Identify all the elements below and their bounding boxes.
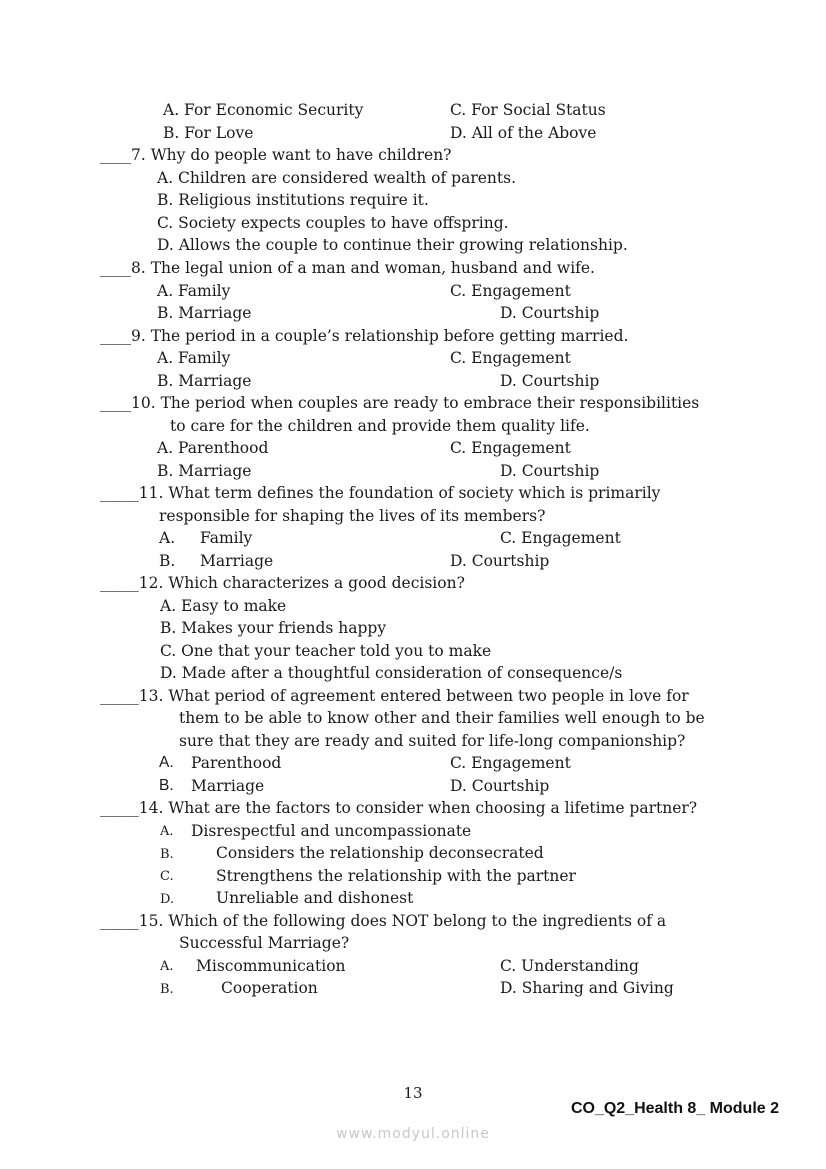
q10-stem-line2: to care for the children and provide them quality life. — [170, 417, 590, 435]
q9-option-d: D. Courtship — [500, 372, 600, 390]
q6-option-c: C. For Social Status — [450, 101, 606, 119]
q14-option-a-text: Disrespectful and uncompassionate — [191, 822, 472, 840]
q10-option-a: A. Parenthood — [157, 439, 269, 457]
q13-option-a-letter: A. — [159, 754, 174, 771]
q11-option-a-letter: A. — [159, 529, 176, 547]
q10-option-b: B. Marriage — [157, 462, 252, 480]
q14-option-b-letter: B. — [160, 847, 174, 862]
q7-stem: ____7. Why do people want to have children? — [100, 146, 452, 164]
q15-stem-line1: _____15. Which of the following does NOT belong to the ingredients of a — [100, 912, 667, 930]
q7-option-b: B. Religious institutions require it. — [157, 191, 429, 209]
q15-option-b-letter: B. — [160, 982, 174, 997]
q6-option-a: A. For Economic Security — [163, 101, 364, 119]
q9-option-a: A. Family — [157, 349, 231, 367]
q10-stem-line1: ____10. The period when couples are ready to embrace their responsibilities — [100, 394, 700, 412]
q11-stem-line2: responsible for shaping the lives of its members? — [159, 507, 546, 525]
q14-option-c-letter: C. — [160, 869, 174, 884]
q13-stem-line2: them to be able to know other and their families well enough to be — [179, 709, 705, 727]
q15-option-c: C. Understanding — [500, 957, 639, 975]
q6-option-b: B. For Love — [163, 124, 254, 142]
q14-stem: _____14. What are the factors to consider when choosing a lifetime partner? — [100, 799, 698, 817]
module-code: CO_Q2_Health 8_ Module 2 — [570, 1100, 779, 1117]
page-number: 13 — [403, 1084, 423, 1102]
q8-option-d: D. Courtship — [500, 304, 600, 322]
q13-option-d: D. Courtship — [450, 777, 550, 795]
q7-option-a: A. Children are considered wealth of parents. — [157, 169, 517, 187]
q10-option-c: C. Engagement — [450, 439, 571, 457]
q9-stem: ____9. The period in a couple’s relationship before getting married. — [100, 327, 629, 345]
q15-option-a-letter: A. — [160, 959, 174, 974]
q6-option-d: D. All of the Above — [450, 124, 597, 142]
q11-option-c: C. Engagement — [500, 529, 621, 547]
q15-option-b-text: Cooperation — [221, 979, 318, 997]
q14-option-a-letter: A. — [160, 824, 174, 839]
q11-option-b-text: Marriage — [200, 552, 274, 570]
watermark-text: www.modyul.online — [336, 1126, 490, 1142]
q15-option-d: D. Sharing and Giving — [500, 979, 674, 997]
q14-option-d-text: Unreliable and dishonest — [216, 889, 414, 907]
q14-option-d-letter: D. — [160, 892, 175, 907]
q9-option-b: B. Marriage — [157, 372, 252, 390]
q15-option-a-text: Miscommunication — [196, 957, 346, 975]
q12-stem: _____12. Which characterizes a good decision? — [100, 574, 465, 592]
q12-option-c: C. One that your teacher told you to make — [160, 642, 492, 660]
q15-stem-line2: Successful Marriage? — [179, 934, 350, 952]
q10-option-d: D. Courtship — [500, 462, 600, 480]
q8-option-b: B. Marriage — [157, 304, 252, 322]
q14-option-c-text: Strengthens the relationship with the partner — [216, 867, 576, 885]
q7-option-c: C. Society expects couples to have offspring. — [157, 214, 509, 232]
q11-option-d: D. Courtship — [450, 552, 550, 570]
q11-option-b-letter: B. — [159, 552, 176, 570]
q13-option-b-text: Marriage — [191, 777, 265, 795]
q12-option-a: A. Easy to make — [160, 597, 287, 615]
q8-stem: ____8. The legal union of a man and woman, husband and wife. — [100, 259, 595, 277]
q13-option-c: C. Engagement — [450, 754, 571, 772]
q9-option-c: C. Engagement — [450, 349, 571, 367]
q12-option-b: B. Makes your friends happy — [160, 619, 387, 637]
q13-option-b-letter: B. — [159, 777, 174, 794]
q8-option-a: A. Family — [157, 282, 231, 300]
q13-option-a-text: Parenthood — [191, 754, 282, 772]
q13-stem-line1: _____13. What period of agreement entered between two people in love for — [100, 687, 689, 705]
q8-option-c: C. Engagement — [450, 282, 571, 300]
q12-option-d: D. Made after a thoughtful consideration of consequence/s — [160, 664, 623, 682]
q11-stem-line1: _____11. What term defines the foundation of society which is primarily — [100, 484, 661, 502]
q14-option-b-text: Considers the relationship deconsecrated — [216, 844, 544, 862]
q7-option-d: D. Allows the couple to continue their growing relationship. — [157, 236, 628, 254]
q13-stem-line3: sure that they are ready and suited for life-long companionship? — [179, 732, 686, 750]
q11-option-a-text: Family — [200, 529, 253, 547]
